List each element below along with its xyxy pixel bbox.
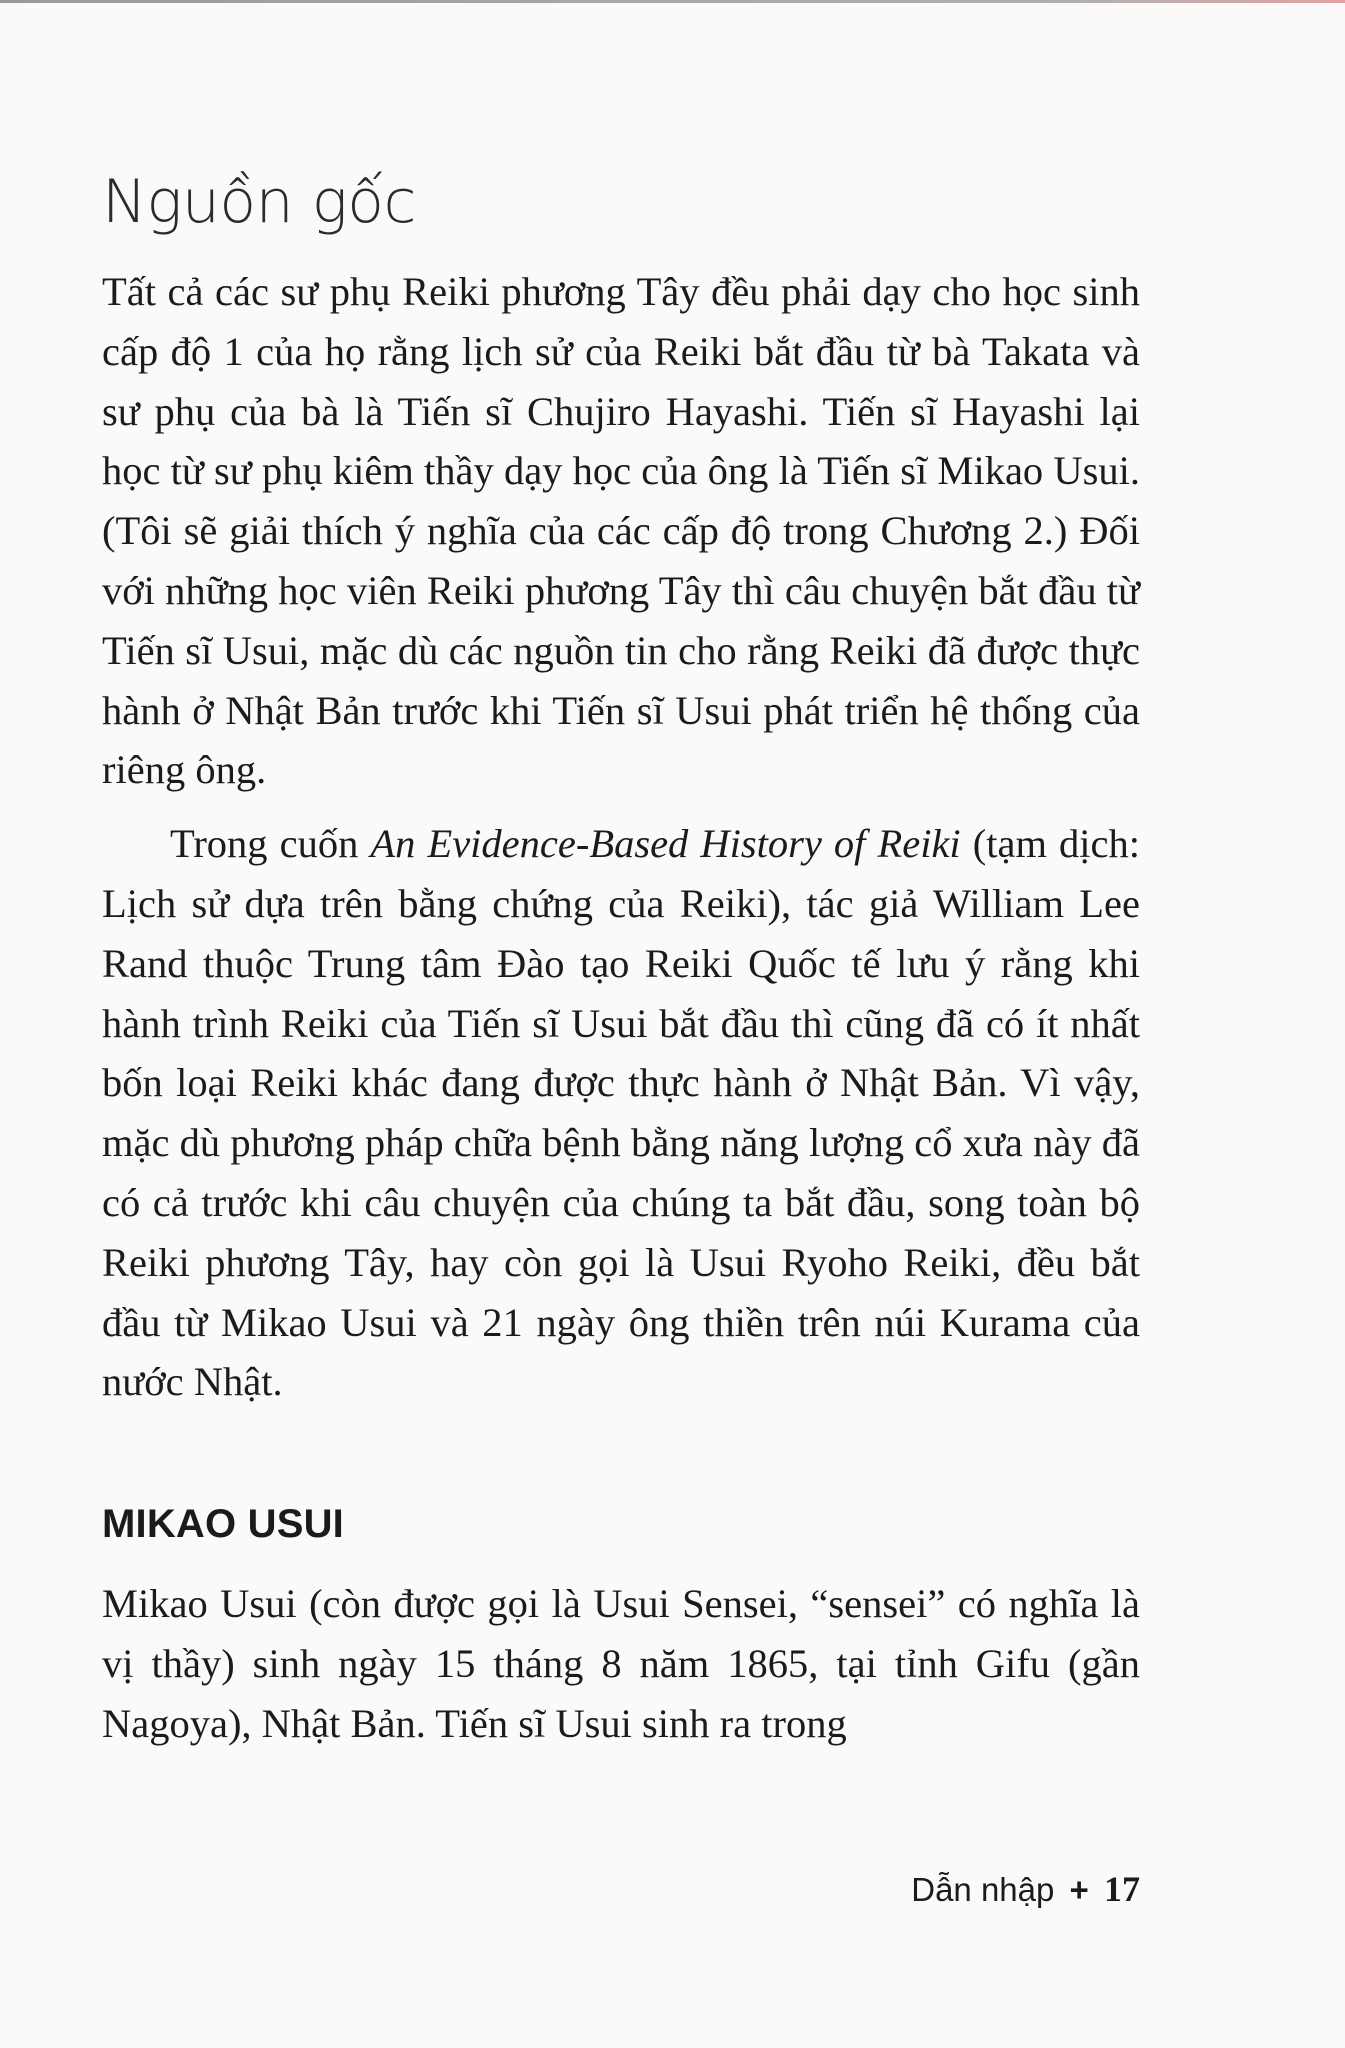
paragraph-text: Trong cuốn [170,821,371,867]
paragraph-origin-1: Tất cả các sư phụ Reiki phương Tây đều phải dạy cho học sinh cấp độ 1 của họ rằng lịch sử của Reiki bắt đầu từ bà Takata và sư phụ của bà là Tiến sĩ Chujiro Hayashi. Tiến sĩ Hayashi lại học từ sư phụ kiêm thầy dạy học của ông là Tiến sĩ Mikao Usui. (Tôi sẽ giải thích ý nghĩa của các cấp độ trong Chương 2.) Đối với những học viên Reiki phương Tây thì câu chuyện bắt đầu từ Tiến sĩ Usui, mặc dù các nguồn tin cho rằng Reiki đã được thực hành ở Nhật Bản trước khi Tiến sĩ Usui phát triển hệ thống của riêng ông. [102,269,1140,793]
subsection-heading: MIKAO USUI [102,1502,344,1547]
footer-chapter: Dẫn nhập [911,1871,1055,1908]
paragraph-text: (tạm dịch: Lịch sử dựa trên bằng chứng của Reiki), tác giả William Lee Rand thuộc Trung tâm Đào tạo Reiki Quốc tế lưu ý rằng khi hành trình Reiki của Tiến sĩ Usui bắt đầu thì cũng đã có ít nhất bốn loại Reiki khác đang được thực hành ở Nhật Bản. Vì vậy, mặc dù phương pháp chữa bệnh bằng năng lượng cổ xưa này đã có cả trước khi câu chuyện của chúng ta bắt đầu, song toàn bộ Reiki phương Tây, hay còn gọi là Usui Ryoho Reiki, đều bắt đầu từ Mikao Usui và 21 ngày ông thiền trên núi Kurama của nước Nhật. [102,821,1141,1405]
book-page [102,160,1140,1754]
page-number: 17 [1104,1869,1140,1909]
book-title: An Evidence-Based History of Reiki [370,821,961,867]
page-footer [911,1868,1140,1910]
paragraph-mikao-usui: Mikao Usui (còn được gọi là Usui Sensei, “sensei” có nghĩa là vị thầy) sinh ngày 15 tháng 8 năm 1865, tại tỉnh Gifu (gần Nagoya), Nhật Bản. Tiến sĩ Usui sinh ra trong [102,1581,1140,1746]
top-edge-rule [0,0,1345,3]
paragraph-origin-2 [102,814,1140,1412]
footer-separator: + [1069,1871,1089,1908]
section-title: Nguồn gốc [102,167,416,237]
